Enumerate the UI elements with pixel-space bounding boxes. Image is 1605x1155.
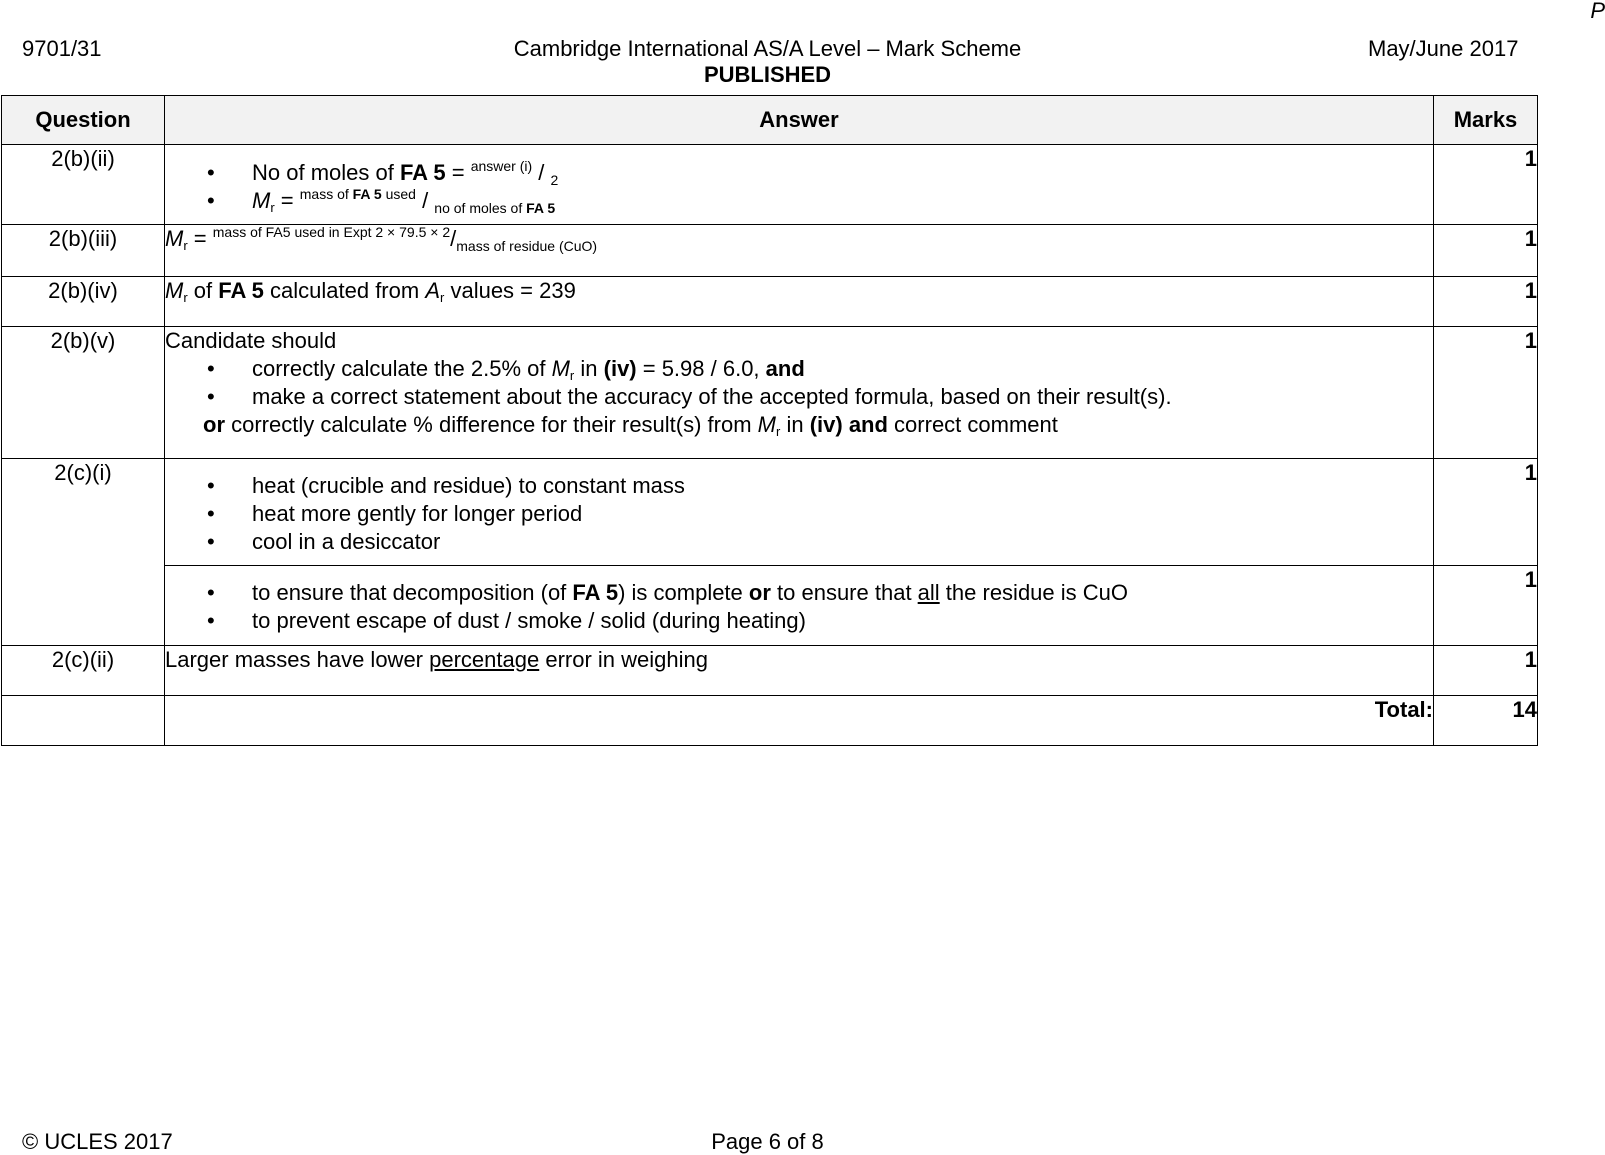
copyright: © UCLES 2017 xyxy=(22,1129,173,1154)
table-row xyxy=(2,566,1538,646)
subscript: r xyxy=(183,290,188,305)
total-row xyxy=(2,696,1538,746)
answer-text: = xyxy=(445,160,471,185)
marks-cell: 1 xyxy=(1434,327,1538,459)
answer-italic-symbol: A xyxy=(425,278,440,303)
answer-cell xyxy=(165,277,1434,327)
column-header-marks: Marks xyxy=(1434,96,1538,145)
question-cell: 2(b)(v) xyxy=(2,327,165,459)
published-label: PUBLISHED xyxy=(703,62,832,87)
total-marks: 14 xyxy=(1434,696,1538,746)
table-header-row xyxy=(2,96,1538,145)
answer-italic-symbol: M xyxy=(252,188,271,213)
answer-bold-text: (iv) and xyxy=(809,412,888,437)
subscript: r xyxy=(440,290,445,305)
table-row xyxy=(2,277,1538,327)
table-row xyxy=(2,145,1538,225)
answer-italic-symbol: M xyxy=(165,278,184,303)
column-header-question: Question xyxy=(2,96,165,145)
document-title: Cambridge International AS/A Level – Mark Scheme xyxy=(513,36,1022,61)
page-number: Page 6 of 8 xyxy=(711,1129,824,1154)
column-header-answer: Answer xyxy=(165,96,1434,145)
answer-bullet xyxy=(165,187,1433,215)
answer-bullet: • cool in a desiccator xyxy=(165,528,1433,556)
fraction-denominator: 2 xyxy=(550,172,559,188)
answer-bullet: • heat more gently for longer period xyxy=(165,500,1433,528)
question-cell: 2(b)(iv) xyxy=(2,277,165,327)
marks-cell: 1 xyxy=(1434,145,1538,225)
marks-cell: 1 xyxy=(1434,646,1538,696)
marks-cell: 1 xyxy=(1434,225,1538,277)
answer-bullet xyxy=(165,355,1433,383)
answer-text: = xyxy=(274,188,300,213)
answer-bullet-list xyxy=(165,355,1433,411)
mark-scheme-table xyxy=(1,95,1538,746)
question-cell-empty xyxy=(2,696,165,746)
answer-bold-text: or xyxy=(748,580,771,605)
answer-text: the residue is CuO xyxy=(939,580,1128,605)
table-row xyxy=(2,327,1538,459)
answer-bold-text: and xyxy=(765,356,805,381)
answer-cell xyxy=(165,566,1434,646)
fraction-slash: / xyxy=(450,226,457,251)
answer-bullet: • to prevent escape of dust / smoke / solid (during heating) xyxy=(165,607,1433,635)
answer-cell xyxy=(165,327,1434,459)
question-cell: 2(c)(i) xyxy=(2,459,165,646)
answer-text: in xyxy=(780,412,810,437)
answer-bold-text: FA 5 xyxy=(218,278,264,303)
marks-cell: 1 xyxy=(1434,566,1538,646)
answer-text: error in weighing xyxy=(539,647,708,672)
fraction-denominator: mass of residue (CuO) xyxy=(456,238,598,254)
table-row xyxy=(2,459,1538,566)
fraction-slash: / xyxy=(415,188,435,213)
answer-text: correctly calculate the 2.5% of xyxy=(252,356,552,381)
answer-cell xyxy=(165,145,1434,225)
table-row xyxy=(2,225,1538,277)
answer-text: calculated from xyxy=(263,278,426,303)
answer-underlined-text: all xyxy=(917,580,940,605)
fraction-slash: / xyxy=(532,160,551,185)
answer-text: of xyxy=(187,278,219,303)
answer-bullet: • make a correct statement about the accuracy of the accepted formula, based on their result(s). xyxy=(165,383,1433,411)
answer-text: correctly calculate % difference for their result(s) from xyxy=(225,412,758,437)
fraction-numerator: mass of FA5 used in Expt 2 × 79.5 × 2 xyxy=(212,224,451,240)
answer-cell xyxy=(165,459,1434,566)
answer-bullet xyxy=(165,579,1433,607)
marks-cell: 1 xyxy=(1434,459,1538,566)
total-label: Total: xyxy=(165,696,1434,746)
subscript: r xyxy=(183,238,188,253)
question-cell: 2(c)(ii) xyxy=(2,646,165,696)
answer-cell xyxy=(165,646,1434,696)
answer-text: to ensure that decomposition (of xyxy=(252,580,573,605)
answer-text: ) is complete xyxy=(618,580,749,605)
answer-italic-symbol: M xyxy=(757,412,776,437)
fraction-numerator-bold: FA 5 xyxy=(352,186,382,202)
answer-intro: Candidate should xyxy=(165,328,337,353)
fraction-numerator: used xyxy=(381,186,416,202)
subscript: r xyxy=(270,200,275,215)
answer-cell xyxy=(165,225,1434,277)
answer-bullet-list xyxy=(165,472,1433,556)
syllabus-code: 9701/31 xyxy=(22,36,102,61)
answer-text: in xyxy=(574,356,604,381)
answer-bold-text: or xyxy=(203,412,225,437)
answer-bullet: • heat (crucible and residue) to constant mass xyxy=(165,472,1433,500)
answer-text: No of moles of xyxy=(252,160,400,185)
answer-text: = xyxy=(187,226,213,251)
answer-bold-text: FA 5 xyxy=(572,580,619,605)
answer-bullet-list xyxy=(165,579,1433,635)
answer-text: to ensure that xyxy=(770,580,918,605)
fraction-numerator: mass of xyxy=(299,186,353,202)
answer-text: correct comment xyxy=(887,412,1058,437)
table-row xyxy=(2,646,1538,696)
answer-text: = 5.98 / 6.0, xyxy=(636,356,766,381)
question-cell: 2(b)(ii) xyxy=(2,145,165,225)
subscript: r xyxy=(776,424,781,439)
answer-underlined-text: percentage xyxy=(429,647,540,672)
answer-text: Larger masses have lower xyxy=(165,647,430,672)
fraction-denominator: no of moles of xyxy=(434,200,527,216)
answer-italic-symbol: M xyxy=(551,356,570,381)
fraction-denominator-bold: FA 5 xyxy=(526,200,556,216)
answer-bold-text: FA 5 xyxy=(399,160,446,185)
page-corner-mark: P xyxy=(1590,0,1605,23)
question-cell: 2(b)(iii) xyxy=(2,225,165,277)
answer-italic-symbol: M xyxy=(165,226,184,251)
alternative-answer xyxy=(165,411,1433,439)
marks-cell: 1 xyxy=(1434,277,1538,327)
answer-bullet xyxy=(165,159,1433,187)
fraction-numerator: answer (i) xyxy=(470,158,533,174)
answer-bullet-list xyxy=(165,159,1433,215)
subscript: r xyxy=(569,368,575,383)
exam-session: May/June 2017 xyxy=(1368,36,1519,61)
answer-bold-text: (iv) xyxy=(603,356,637,381)
answer-text: values = 239 xyxy=(444,278,576,303)
